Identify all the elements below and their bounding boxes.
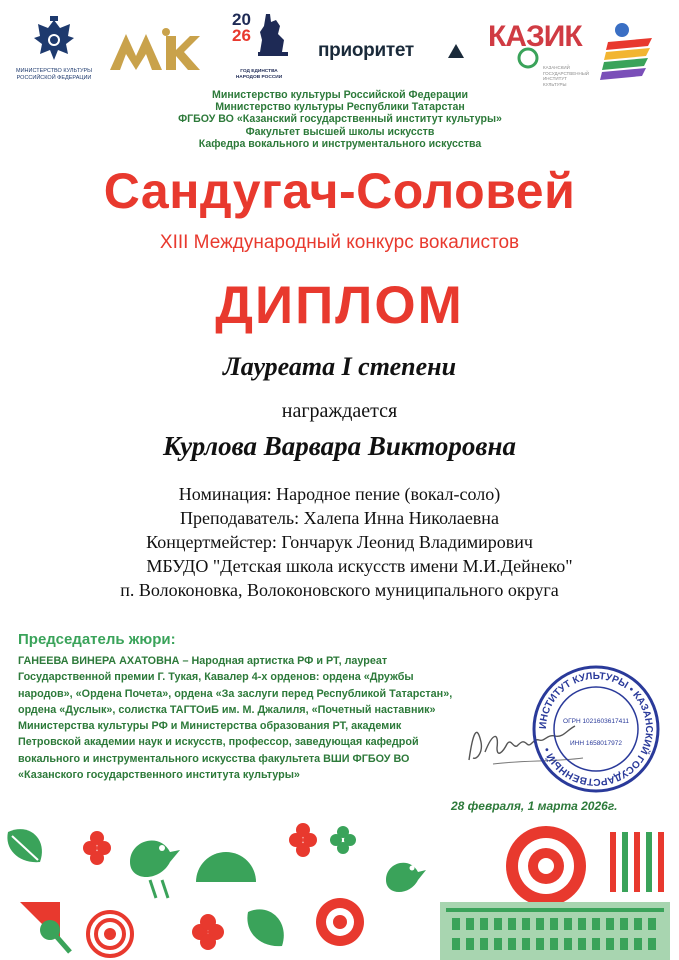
ministry-caption: МИНИСТЕРСТВО КУЛЬТУРЫ РОССИЙСКОЙ ФЕДЕРАЦИИ: [16, 68, 92, 81]
kazik-logo: КАЗИК: [488, 20, 582, 53]
sun-ornament-icon: [316, 898, 364, 946]
stamp-inn: ИНН 1658017972: [569, 740, 623, 747]
sun-ornament-icon: [506, 826, 586, 906]
kazik-caption: КАЗАНСКИЙ ГОСУДАРСТВЕННЫЙ ИНСТИТУТ КУЛЬТУРЫ: [543, 65, 590, 87]
flower-icon: [83, 831, 111, 865]
priority-arrow-icon: [448, 44, 464, 58]
mk-logo-icon: [106, 26, 202, 74]
kazik-logo-icon: [516, 46, 540, 70]
institute-stamp: [530, 663, 662, 795]
school-line: МБУДО "Детская школа искусств имени М.И.Дейнеко": [146, 556, 573, 576]
location-line: п. Волоконовка, Волоконовского муниципального округа: [120, 580, 559, 600]
accompanist-line: Концертмейстер: Гончарук Леонид Владимирович: [146, 532, 533, 552]
jury-description: ГАНЕЕВА ВИНЕРА АХАТОВНА – Народная артистка РФ и РТ, лауреат Государственной премии Г. Тукая, Кавалер 4-х орденов: ордена «Дружбы народов», «Ордена Почета», ордена «За заслуги перед Республикой Татарстан», ордена «Дуслык», солистка ТАГТОиБ им. М. Джалиля, «Почетный наставник» Министерства культуры РФ и Министерства образования РТ, академик Петровской академии наук и искусств, профессор, заведующая кафедрой вокального и инструментального искусства факультета ВШИ ФГБОУ ВО «Казанского государственного института культуры»: [18, 655, 453, 782]
spiral-icon: [88, 912, 132, 956]
nomination-line: Номинация: Народное пение (вокал-соло): [178, 484, 501, 504]
monument-icon: [256, 12, 290, 56]
year-line1: 20: [232, 10, 251, 29]
eagle-emblem-icon: [28, 14, 80, 66]
year-line2: 26: [232, 26, 251, 45]
stamp-ogrn: ОГРН 1021603617411: [563, 718, 629, 725]
bird-icon: [130, 841, 180, 898]
organizer-line: Министерство культуры Республики Татарстан: [215, 101, 465, 114]
year-logo: [232, 12, 292, 68]
laureate-degree: Лауреата I степени: [222, 352, 457, 381]
decorative-footer: [0, 822, 679, 960]
leaf-icon: [7, 829, 42, 862]
competition-subtitle: XIII Международный конкурс вокалистов: [159, 232, 520, 253]
festival-logo-icon: [600, 16, 660, 84]
leaf-icon: [247, 909, 283, 946]
stamp-outer-text: ИНСТИТУТ КУЛЬТУРЫ • КАЗАНСКИЙ ГОСУДАРСТВЕННЫЙ •: [537, 670, 655, 788]
details-block: [0, 482, 679, 602]
organizer-line: ФГБОУ ВО «Казанский государственный институт культуры»: [178, 113, 502, 126]
jury-title: Председатель жюри:: [18, 631, 176, 648]
bird-icon: [386, 863, 426, 892]
competition-title: Сандугач-Соловей: [103, 163, 576, 219]
microphone-icon: [40, 920, 70, 952]
priority-logo-text: приоритет: [318, 40, 414, 61]
flower-icon: [192, 914, 224, 950]
flower-icon: [289, 823, 317, 857]
institute-building-icon: [440, 902, 670, 960]
organizer-line: Кафедра вокального и инструментального искусства: [198, 137, 482, 150]
logo-row: [0, 10, 679, 85]
organizers-block: [100, 89, 580, 150]
awarded-label: награждается: [281, 400, 398, 422]
diploma-heading: ДИПЛОМ: [215, 276, 464, 335]
year-caption: ГОД ЕДИНСТВА НАРОДОВ РОССИИ: [235, 69, 283, 80]
organizer-line: Министерство культуры Российской Федерации: [212, 89, 468, 101]
semicircle-icon: [196, 852, 256, 882]
flower-icon: [330, 826, 356, 854]
recipient-name: Курлова Варвара Викторовна: [163, 431, 516, 461]
event-date: 28 февраля, 1 марта 2026г.: [451, 799, 618, 813]
stripes-ornament: [610, 832, 664, 892]
organizer-line: Факультет высшей школы искусств: [245, 125, 435, 138]
teacher-line: Преподаватель: Халепа Инна Николаевна: [180, 508, 499, 528]
